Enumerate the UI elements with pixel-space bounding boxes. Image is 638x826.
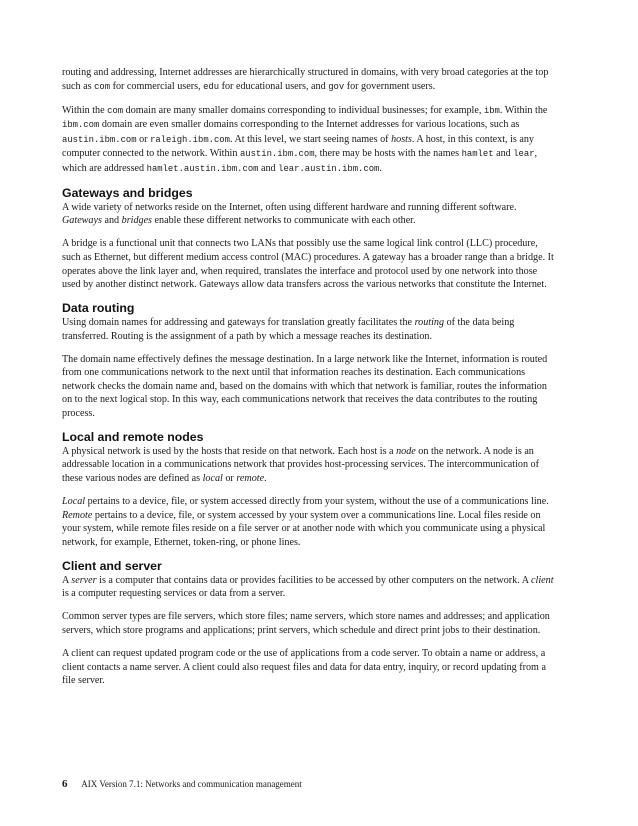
- inline-code: com: [94, 81, 111, 92]
- inline-code: hamlet: [461, 149, 494, 160]
- emphasized-term: client: [531, 574, 554, 586]
- page-number: 6: [62, 778, 68, 790]
- paragraph-intro: routing and addressing, Internet addresses are hierarchically structured in domains, with very broad categories at the top such as com for commercial users, edu for educational users, and gov for government users.: [62, 67, 549, 92]
- inline-code: austin.ibm.com: [62, 134, 137, 145]
- heading-data-routing: Data routing: [62, 301, 135, 316]
- paragraph-client-2: Common server types are file servers, which store files; name servers, which store names and addresses; and application servers, which store programs and applications; print servers, which schedule and direct print jobs to their destination.: [62, 611, 550, 636]
- emphasized-term: routing: [414, 317, 445, 329]
- emphasized-term: Gateways: [62, 215, 102, 227]
- inline-code: ibm.com: [62, 120, 100, 131]
- paragraph-nodes-2: Local pertains to a device, file, or system accessed directly from your system, without the use of a communications line. Remote pertains to a device, file, or system accessed by your system over a communications line. Local files reside on your system, while remote files reside on a file server or at another node with which you communicate using a physical network, for example, Ethernet, token-ring, or phone lines.: [62, 496, 549, 548]
- paragraph-domains: Within the com domain are many smaller domains corresponding to individual businesses; for example, ibm. Within the ibm.com domain are even smaller domains corresponding to the Internet addresses for various locations, such as austin.ibm.com or raleigh.ibm.com. At this level, we start seeing names of hosts. A host, in this context, is any computer connected to the network. Within austin.ibm.com, there may be hosts with the names hamlet and lear, which are addressed hamlet.austin.ibm.com and lear.austin.ibm.com.: [62, 104, 548, 174]
- footer-title: AIX Version 7.1: Networks and communication management: [81, 779, 302, 789]
- emphasized-term: Local: [62, 496, 86, 508]
- heading-client-and-server: Client and server: [62, 558, 162, 573]
- inline-code: hamlet.austin.ibm.com: [146, 163, 259, 174]
- paragraph-client-1: A server is a computer that contains data or provides facilities to be accessed by other computers on the network. A client is a computer requesting services or data from a server.: [62, 574, 554, 600]
- inline-code: com: [107, 105, 124, 116]
- paragraph-routing-1: Using domain names for addressing and gateways for translation greatly facilitates the routing of the data being transferred. Routing is the assignment of a path by which a message reaches its destination.: [62, 317, 515, 342]
- page-footer: [62, 778, 302, 790]
- paragraph-nodes-1: A physical network is used by the hosts that reside on that network. Each host is a node on the network. A node is an addressable location in a communications network that provides host-processing services. The intercommunication of these various nodes are defined as local or remote.: [62, 445, 539, 485]
- emphasized-term: local: [202, 473, 223, 485]
- paragraph-client-3: A client can request updated program code or the use of applications from a code server. To obtain a name or address, a client contacts a name server. A client could also request files and data for data entry, inquiry, or record updating from a file server.: [62, 647, 546, 687]
- emphasized-term: node: [396, 445, 416, 457]
- paragraph-gateways-2: A bridge is a functional unit that connects two LANs that possibly use the same logical link control (LLC) procedure, such as Ethernet, but different medium access control (MAC) procedures. A gateway has a broader range than a bridge. It operates above the link layer and, when required, translates the interface and protocol used by one network into those used by another distinct network. Gateways allow data transfers across the various networks that constitute the Internet.: [62, 238, 554, 291]
- emphasized-term: hosts: [391, 133, 412, 145]
- inline-code: raleigh.ibm.com: [150, 134, 230, 145]
- paragraph-gateways-1: A wide variety of networks reside on the Internet, often using different hardware and running different software. Gateways and bridges enable these different networks to communicate with each other.: [62, 201, 517, 227]
- inline-code: ibm: [483, 105, 500, 116]
- heading-gateways-and-bridges: Gateways and bridges: [62, 185, 193, 200]
- inline-code: gov: [328, 81, 345, 92]
- inline-code: lear: [513, 149, 535, 160]
- inline-code: edu: [203, 81, 220, 92]
- heading-local-and-remote-nodes: Local and remote nodes: [62, 429, 204, 444]
- emphasized-term: bridges: [121, 215, 152, 227]
- paragraph-routing-2: The domain name effectively defines the message destination. In a large network like the Internet, information is routed from one communications network to the next until that information reaches its destination. Each communications network checks the domain name and, based on the domains with which that network is familiar, routes the information on to the next logical stop. In this way, each communications network that receives the data contributes to the routing process.: [62, 353, 548, 419]
- page-body: [62, 66, 558, 697]
- emphasized-term: server: [71, 574, 97, 586]
- inline-code: austin.ibm.com: [239, 149, 315, 160]
- emphasized-term: remote: [236, 473, 265, 485]
- emphasized-term: Remote: [62, 509, 93, 521]
- inline-code: lear.austin.ibm.com: [278, 163, 380, 174]
